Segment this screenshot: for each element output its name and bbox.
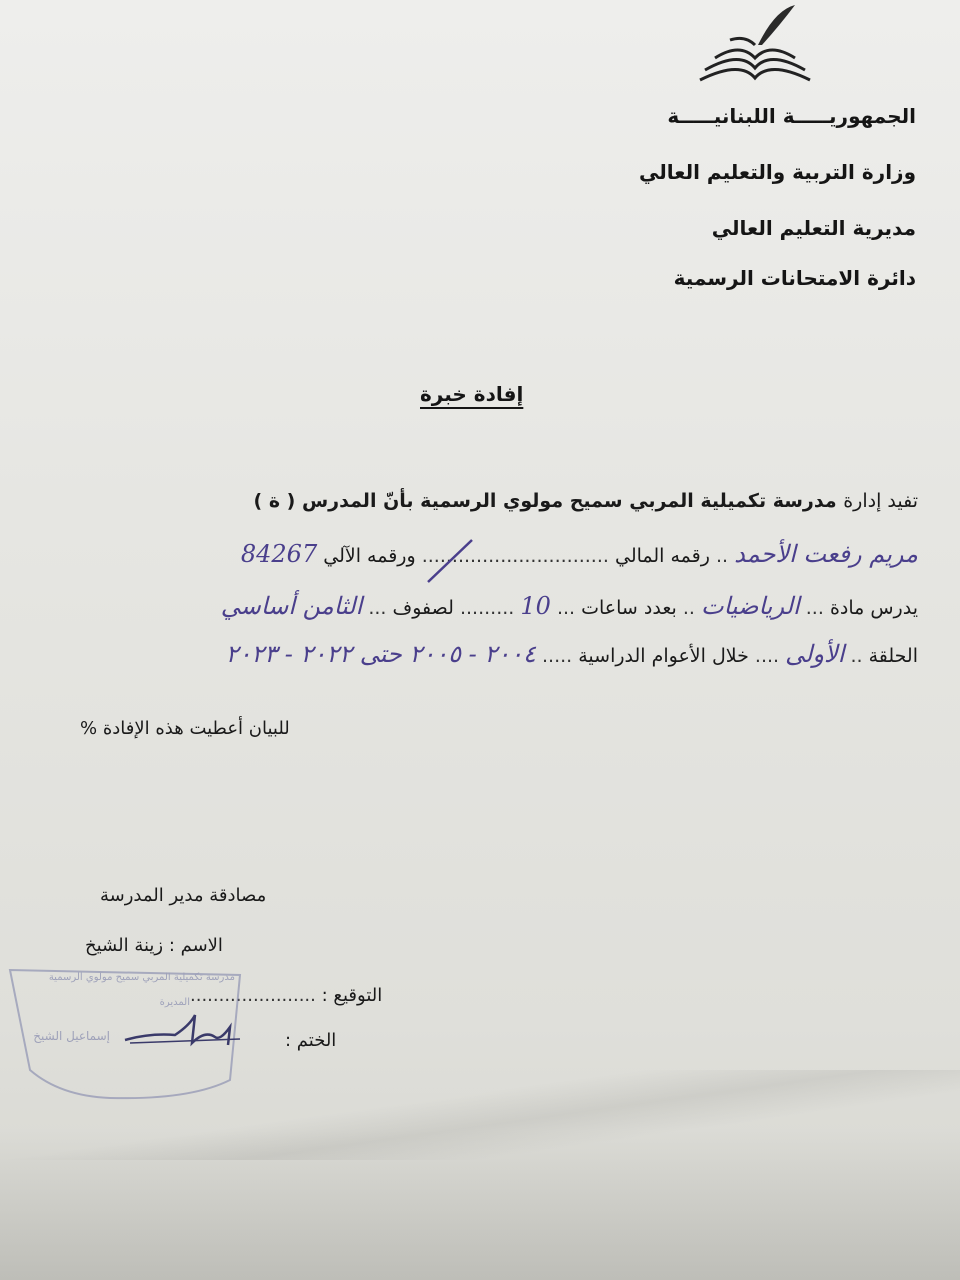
handwritten-signature bbox=[120, 1005, 250, 1055]
subject-value: الرياضيات bbox=[700, 592, 800, 620]
teacher-name: مريم رفعت الأحمد bbox=[734, 540, 918, 568]
signature-label: التوقيع : bbox=[321, 985, 383, 1006]
handwritten-slash-mark bbox=[420, 536, 480, 586]
signature-dots: ...................... bbox=[190, 985, 316, 1006]
dots: ............................... bbox=[421, 545, 609, 567]
header-republic: الجمهوريـــــة اللبنانيـــــة bbox=[667, 104, 916, 128]
years-value: ٢٠٠٤ - ٢٠٠٥ حتى ٢٠٢٢ - ٢٠٢٣ bbox=[225, 640, 536, 668]
hours-label: بعدد ساعات bbox=[581, 597, 677, 619]
approval-heading: مصادقة مدير المدرسة bbox=[100, 885, 267, 906]
cycle-value: الأولى bbox=[785, 640, 845, 668]
dots: ..... bbox=[541, 645, 573, 667]
cycle-label: الحلقة bbox=[868, 645, 918, 667]
hours-value: 10 bbox=[520, 592, 551, 620]
dots: .. bbox=[850, 645, 863, 667]
dots: ......... bbox=[459, 597, 515, 619]
body-line-1 bbox=[254, 490, 918, 512]
header-ministry: وزارة التربية والتعليم العالي bbox=[639, 160, 916, 184]
line1-prefix: تفيد إدارة bbox=[843, 490, 918, 512]
grades-label: لصفوف bbox=[392, 597, 454, 619]
body-line-2 bbox=[241, 540, 918, 568]
grades-value: الثامن أساسي bbox=[220, 592, 363, 620]
body-line-4 bbox=[226, 640, 918, 668]
stamp-text-3: إسماعيل الشيخ bbox=[33, 1029, 110, 1043]
years-label: خلال الأعوام الدراسية bbox=[578, 645, 749, 667]
paper-bottom-shadow bbox=[0, 1130, 960, 1280]
dots: .. bbox=[715, 545, 729, 567]
body-line-3 bbox=[221, 592, 918, 620]
dots: .... bbox=[754, 645, 780, 667]
auto-number: 84267 bbox=[240, 540, 318, 568]
dots: .. bbox=[682, 597, 695, 619]
auto-label: ورقمه الآلي bbox=[323, 545, 416, 567]
line1-main: مدرسة تكميلية المربي سميح مولوي الرسمية بأنّ المدرس ( ة ) bbox=[253, 490, 837, 512]
subject-label: يدرس مادة bbox=[829, 597, 918, 619]
stamp-label: الختم : bbox=[285, 1030, 337, 1051]
stamp-text-2: المديرة bbox=[159, 997, 190, 1008]
stamp-text-1: مدرسة تكميلية المربي سميح مولوي الرسمية bbox=[48, 972, 235, 983]
ministry-logo-icon bbox=[680, 0, 830, 95]
financial-label: رقمه المالي bbox=[614, 545, 710, 567]
document-title: إفادة خبرة bbox=[420, 382, 524, 406]
dots: ... bbox=[556, 597, 576, 619]
header-department: دائرة الامتحانات الرسمية bbox=[673, 266, 916, 290]
conclusion-text: للبيان أعطيت هذه الإفادة % bbox=[80, 718, 290, 739]
principal-name: الاسم : زينة الشيخ bbox=[85, 935, 223, 956]
dots: ... bbox=[805, 597, 824, 619]
header-directorate: مديرية التعليم العالي bbox=[711, 216, 916, 240]
dots: ... bbox=[368, 597, 387, 619]
